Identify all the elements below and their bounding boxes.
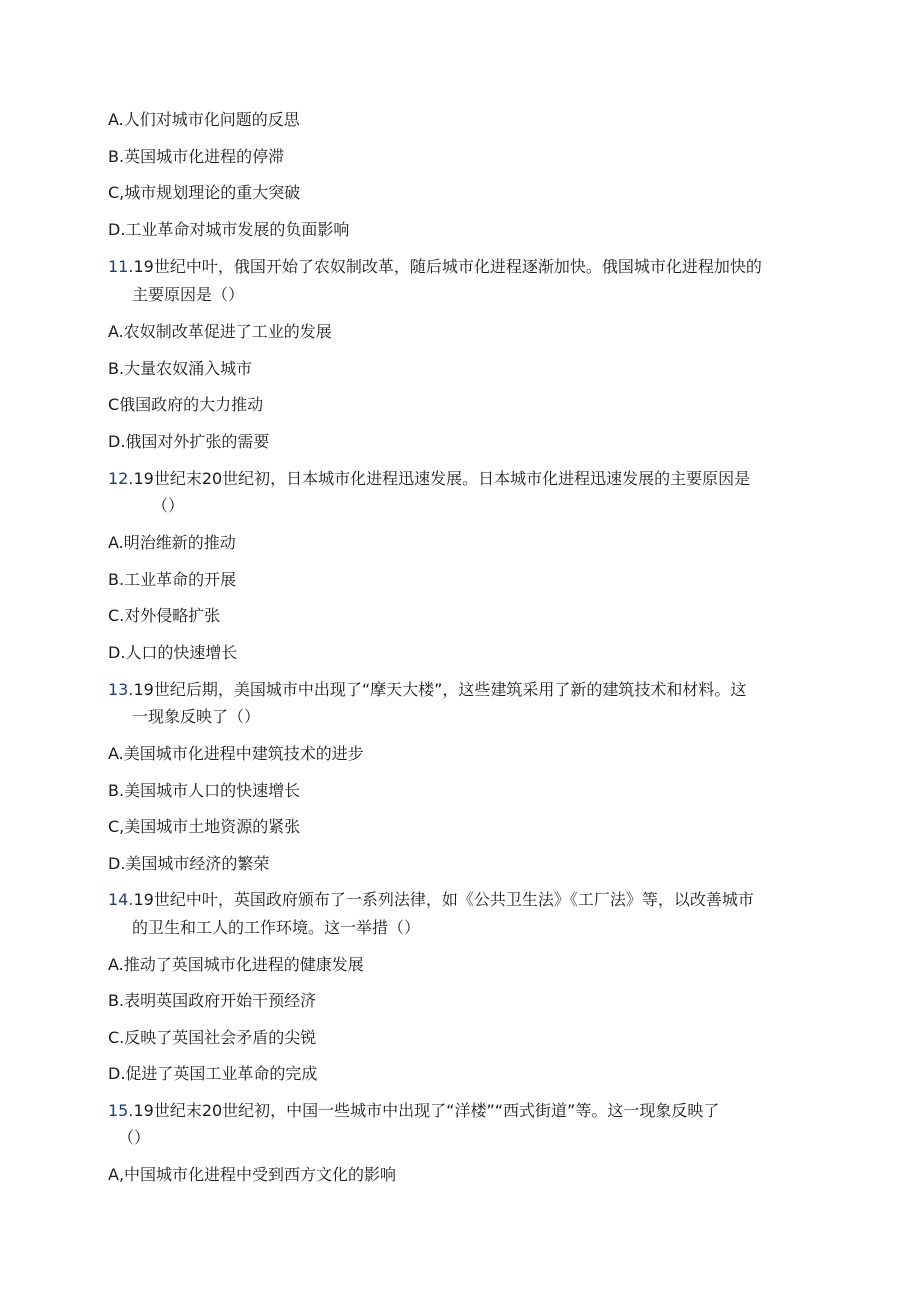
q15-stem-text: 19世纪末20世纪初，中国一些城市中出现了“洋楼”“西式街道”等。这一现象反映了 <box>133 1101 720 1120</box>
q10-option-c: C,城市规划理论的重大突破 <box>108 183 301 202</box>
q11-stem-line1 <box>108 257 762 277</box>
q12-number: 12. <box>108 469 134 488</box>
q11-option-a: A.农奴制改革促进了工业的发展 <box>108 322 332 341</box>
q12-stem-text: 19世纪末20世纪初，日本城市化进程迅速发展。日本城市化进程迅速发展的主要原因是 <box>133 469 751 488</box>
q14-stem-line2: 的卫生和工人的工作环境。这一举措（） <box>132 918 421 937</box>
q13-stem-line1 <box>108 680 746 700</box>
q13-number: 13. <box>108 680 134 699</box>
q11-option-d: D.俄国对外扩张的需要 <box>108 432 270 451</box>
q12-option-b: B.工业革命的开展 <box>108 570 237 589</box>
q15-option-a: A,中国城市化进程中受到西方文化的影响 <box>108 1165 397 1184</box>
q12-option-a: A.明治维新的推动 <box>108 533 236 552</box>
q12-stem-line2: （） <box>152 496 185 515</box>
q14-option-b: B.表明英国政府开始干预经济 <box>108 991 317 1010</box>
q11-option-b: B.大量农奴涌入城市 <box>108 359 253 378</box>
q13-stem-text: 19世纪后期，美国城市中出现了“摩天大楼”，这些建筑采用了新的建筑技术和材料。这 <box>133 680 747 699</box>
q15-stem-line2: （） <box>118 1128 151 1147</box>
q10-option-b: B.英国城市化进程的停滞 <box>108 147 285 166</box>
q14-stem-line1 <box>108 890 754 910</box>
q10-option-a: A.人们对城市化问题的反思 <box>108 110 300 129</box>
q14-option-c: C.反映了英国社会矛盾的尖锐 <box>108 1028 317 1047</box>
q10-option-d: D.工业革命对城市发展的负面影响 <box>108 220 350 239</box>
q12-stem-line1 <box>108 469 750 489</box>
q14-number: 14. <box>108 890 134 909</box>
q11-number: 11. <box>108 257 134 276</box>
q13-option-d: D.美国城市经济的繁荣 <box>108 854 270 873</box>
q13-option-c: C,美国城市土地资源的紧张 <box>108 817 301 836</box>
q12-option-d: D.人口的快速增长 <box>108 643 238 662</box>
q11-stem-text: 19世纪中叶，俄国开始了农奴制改革，随后城市化进程逐渐加快。俄国城市化进程加快的 <box>133 257 762 276</box>
q15-stem-line1 <box>108 1101 719 1121</box>
q11-option-c: C俄国政府的大力推动 <box>108 395 264 414</box>
q14-option-d: D.促进了英国工业革命的完成 <box>108 1064 318 1083</box>
q13-option-a: A.美国城市化进程中建筑技术的进步 <box>108 744 364 763</box>
q14-stem-text: 19世纪中叶，英国政府颁布了一系列法律，如《公共卫生法》《工厂法》等，以改善城市 <box>133 890 754 909</box>
q15-number: 15. <box>108 1101 134 1120</box>
q12-option-c: C.对外侵略扩张 <box>108 606 221 625</box>
q11-stem-line2: 主要原因是（） <box>132 285 245 304</box>
q13-option-b: B.美国城市人口的快速增长 <box>108 781 301 800</box>
q13-stem-line2: 一现象反映了（） <box>132 707 261 726</box>
q14-option-a: A.推动了英国城市化进程的健康发展 <box>108 955 364 974</box>
